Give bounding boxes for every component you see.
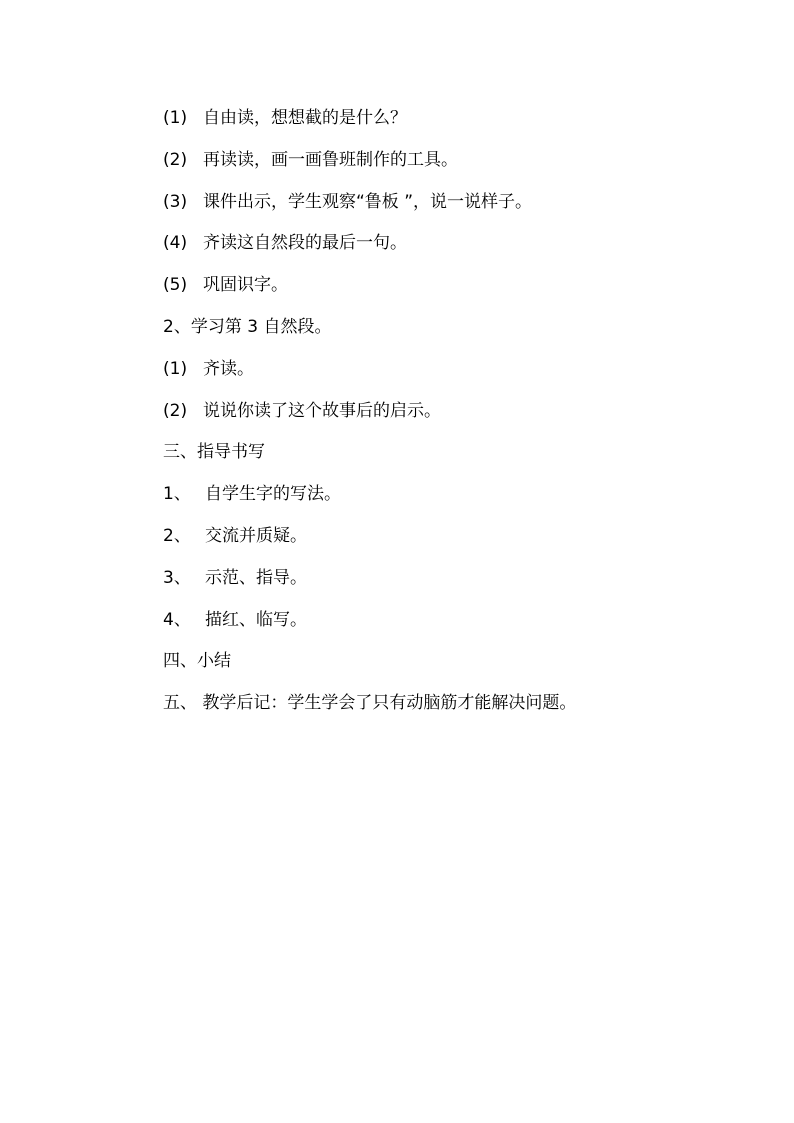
item-text: 描红、临写。 bbox=[205, 609, 307, 630]
item-number: (2) bbox=[163, 149, 188, 170]
section-heading-teaching-notes bbox=[163, 688, 743, 730]
item-text: 再读读，画一画鲁班制作的工具。 bbox=[203, 149, 458, 170]
sub-item-5 bbox=[163, 270, 743, 312]
item-number: (1) bbox=[163, 358, 188, 379]
item-text: 巩固识字。 bbox=[203, 275, 288, 296]
numbered-item-4 bbox=[163, 605, 743, 647]
item-text: 五、 教学后记：学生学会了只有动脑筋才能解决问题。 bbox=[163, 693, 577, 714]
item-text: 四、小结 bbox=[163, 651, 231, 672]
item-text: 齐读这自然段的最后一句。 bbox=[203, 233, 407, 254]
item-text: 说说你读了这个故事后的启示。 bbox=[203, 400, 441, 421]
numbered-item-2 bbox=[163, 521, 743, 563]
item-text: 课件出示，学生观察“鲁板 ”，说一说样子。 bbox=[203, 191, 533, 212]
section-heading-study-paragraph-3 bbox=[163, 312, 743, 354]
sub-item-4 bbox=[163, 228, 743, 270]
sub-item-1 bbox=[163, 103, 743, 145]
item-number: 2、 bbox=[163, 525, 191, 546]
sub-item-3 bbox=[163, 187, 743, 229]
item-number: 4、 bbox=[163, 609, 191, 630]
section-heading-summary bbox=[163, 646, 743, 688]
numbered-item-3 bbox=[163, 563, 743, 605]
item-number: (2) bbox=[163, 400, 188, 421]
item-text: 三、指导书写 bbox=[163, 442, 265, 463]
item-text: 交流并质疑。 bbox=[205, 525, 307, 546]
item-number: 3、 bbox=[163, 567, 191, 588]
sub-item-1 bbox=[163, 354, 743, 396]
item-text: 自学生字的写法。 bbox=[205, 484, 341, 505]
item-text: 2、学习第 3 自然段。 bbox=[163, 316, 332, 337]
item-text: 齐读。 bbox=[203, 358, 254, 379]
item-number: (4) bbox=[163, 233, 188, 254]
item-text: 自由读，想想截的是什么？ bbox=[203, 108, 407, 128]
numbered-item-1 bbox=[163, 479, 743, 521]
document-body bbox=[163, 103, 743, 730]
item-number: (3) bbox=[163, 191, 188, 212]
item-number: (1) bbox=[163, 108, 188, 128]
section-heading-writing bbox=[163, 437, 743, 479]
sub-item-2 bbox=[163, 396, 743, 438]
item-number: 1、 bbox=[163, 484, 191, 505]
item-text: 示范、指导。 bbox=[205, 567, 307, 588]
item-number: (5) bbox=[163, 275, 188, 296]
sub-item-2 bbox=[163, 145, 743, 187]
